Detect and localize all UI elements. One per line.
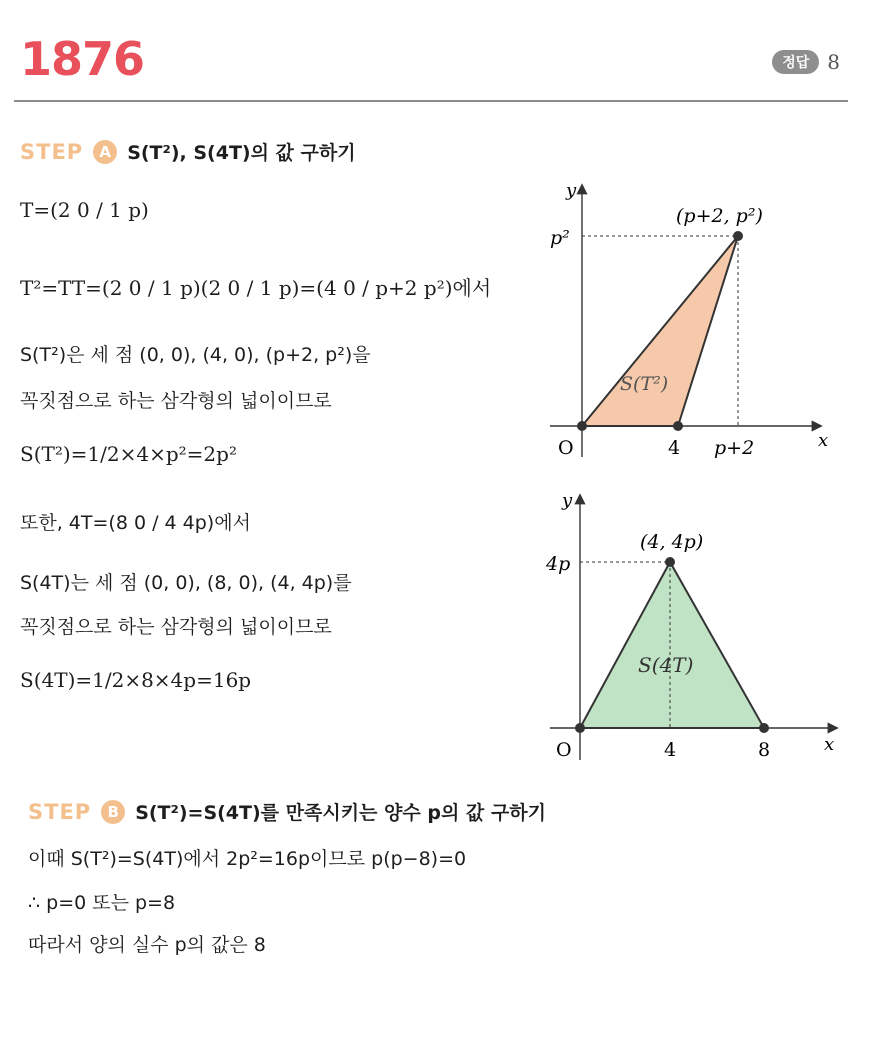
graph-2-tick-4: 4 xyxy=(664,739,677,761)
graph-2-point-apex xyxy=(665,557,675,567)
step-a-line-2: T²=TT=(2 0 / 1 p)(2 0 / 1 p)=(4 0 / p+2 p²)에서 xyxy=(20,276,492,300)
graph-1-point-origin xyxy=(577,421,587,431)
graph-2 xyxy=(520,486,850,776)
step-b-line-1: 이때 S(T²)=S(4T)에서 2p²=16p이므로 p(p−8)=0 xyxy=(28,848,467,870)
header-divider xyxy=(14,100,848,102)
graph-2-tick-8: 8 xyxy=(758,739,771,761)
graph-2-region-label: S(4T) xyxy=(638,653,694,677)
step-a-line-7: S(4T)는 세 점 (0, 0), (8, 0), (4, 4p)를 xyxy=(20,572,352,594)
problem-number: 1876 xyxy=(20,32,145,86)
graph-1-x-label: x xyxy=(818,430,829,451)
step-a-line-8: 꼭짓점으로 하는 삼각형의 넓이이므로 xyxy=(20,616,332,638)
graph-1-triangle xyxy=(582,236,738,426)
answer-badge: 정답 xyxy=(772,50,819,74)
step-b-line-3: 따라서 양의 실수 p의 값은 8 xyxy=(28,934,266,956)
step-b-heading xyxy=(28,798,546,825)
graph-2-point-8 xyxy=(759,723,769,733)
graph-1 xyxy=(520,172,850,472)
graph-1-tick-4: 4 xyxy=(668,437,681,459)
graph-1-tick-y: p² xyxy=(550,227,570,249)
graph-1-tick-p2: p+2 xyxy=(714,437,755,459)
graph-1-point-label: (p+2, p²) xyxy=(676,205,763,227)
step-a-word: STEP xyxy=(20,139,84,164)
graph-1-point-4 xyxy=(673,421,683,431)
graph-2-tick-y: 4p xyxy=(546,553,571,575)
answer-section xyxy=(772,50,840,74)
step-a-line-1: T=(2 0 / 1 p) xyxy=(20,198,149,222)
step-a-line-9: S(4T)=1/2×8×4p=16p xyxy=(20,668,252,692)
step-b-word: STEP xyxy=(28,799,92,824)
graph-1-y-label: y xyxy=(566,180,577,201)
step-a-title: S(T²), S(4T)의 값 구하기 xyxy=(127,142,356,164)
graph-2-point-label: (4, 4p) xyxy=(640,531,704,553)
step-b-line-2: ∴ p=0 또는 p=8 xyxy=(28,892,176,914)
step-a-line-4: 꼭짓점으로 하는 삼각형의 넓이이므로 xyxy=(20,390,332,412)
step-b-letter: B xyxy=(101,800,125,824)
step-a-line-3: S(T²)은 세 점 (0, 0), (4, 0), (p+2, p²)을 xyxy=(20,344,371,366)
graph-2-triangle xyxy=(580,562,764,728)
graph-1-region-label: S(T²) xyxy=(620,373,669,395)
answer-value: 8 xyxy=(827,50,840,74)
step-a-heading xyxy=(20,138,356,165)
step-b-title: S(T²)=S(4T)를 만족시키는 양수 p의 값 구하기 xyxy=(135,802,546,824)
step-a-line-6: 또한, 4T=(8 0 / 4 4p)에서 xyxy=(20,512,251,534)
graph-2-y-label: y xyxy=(562,490,573,511)
step-a-line-5: S(T²)=1/2×4×p²=2p² xyxy=(20,442,237,466)
graph-2-origin-label: O xyxy=(556,739,572,761)
step-a-letter: A xyxy=(93,140,117,164)
graph-2-x-label: x xyxy=(824,734,835,755)
graph-1-point-apex xyxy=(733,231,743,241)
graph-2-point-origin xyxy=(575,723,585,733)
graph-1-origin-label: O xyxy=(558,437,574,459)
